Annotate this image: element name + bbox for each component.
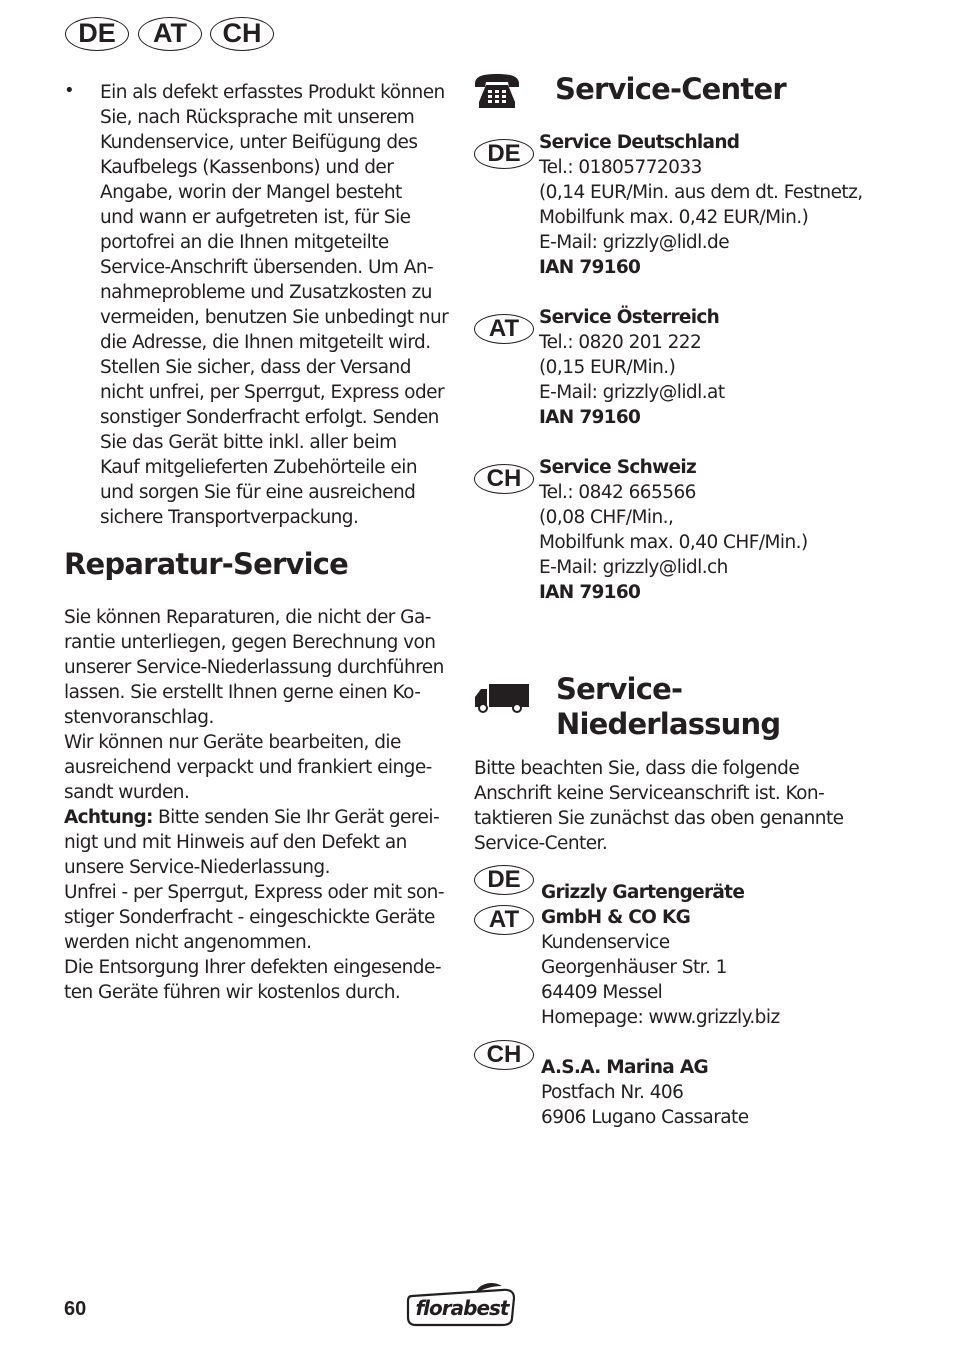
niederlassung-intro bbox=[474, 756, 844, 856]
bullet-line: sichere Transportverpackung. bbox=[100, 507, 359, 528]
address-de-at bbox=[541, 880, 780, 1030]
service-title: Service Schweiz bbox=[539, 457, 697, 478]
niederlassung-heading-2: Niederlassung bbox=[556, 707, 781, 741]
bullet-line: und wann er aufgetreten ist, für Sie bbox=[100, 207, 411, 228]
service-line: E-Mail: grizzly@lidl.de bbox=[539, 232, 730, 253]
address-line: Postfach Nr. 406 bbox=[541, 1082, 684, 1103]
header-badge-ch: CH bbox=[210, 17, 274, 51]
service-badge-at: AT bbox=[474, 314, 534, 344]
repair-line: Unfrei - per Sperrgut, Express oder mit son- bbox=[64, 882, 444, 903]
address-line: Georgenhäuser Str. 1 bbox=[541, 957, 727, 978]
niederlassung-heading-1: Service- bbox=[556, 672, 683, 706]
address-line: Homepage: www.grizzly.biz bbox=[541, 1007, 780, 1028]
repair-heading: Reparatur-Service bbox=[64, 547, 349, 581]
address-badge-at: AT bbox=[474, 905, 534, 935]
intro-line: Bitte beachten Sie, dass die folgende bbox=[474, 758, 800, 779]
bullet-symbol: • bbox=[64, 80, 75, 101]
repair-line: ausreichend verpackt und frankiert einge- bbox=[64, 757, 432, 778]
service-line: Tel.: 0842 665566 bbox=[539, 482, 696, 503]
bullet-line: die Adresse, die Ihnen mitgeteilt wird. bbox=[100, 332, 431, 353]
header-badge-at: AT bbox=[138, 17, 202, 51]
bullet-line: Stellen Sie sicher, dass der Versand bbox=[100, 357, 411, 378]
header-badge-de: DE bbox=[65, 17, 129, 51]
repair-line: unsere Service-Niederlassung. bbox=[64, 857, 330, 878]
address-line: 6906 Lugano Cassarate bbox=[541, 1107, 749, 1128]
repair-line: unserer Service-Niederlassung durchführen bbox=[64, 657, 444, 678]
bullet-line: portofrei an die Ihnen mitgeteilte bbox=[100, 232, 389, 253]
service-ian: IAN 79160 bbox=[539, 257, 641, 278]
service-line: (0,08 CHF/Min., bbox=[539, 507, 674, 528]
repair-line: lassen. Sie erstellt Ihnen gerne einen Ko- bbox=[64, 682, 421, 703]
repair-line: sandt wurden. bbox=[64, 782, 190, 803]
service-line: Tel.: 01805772033 bbox=[539, 157, 702, 178]
address-company-2: GmbH & CO KG bbox=[541, 907, 691, 928]
service-title: Service Österreich bbox=[539, 307, 720, 328]
repair-line: Die Entsorgung Ihrer defekten eingesende- bbox=[64, 957, 441, 978]
achtung-text: Bitte senden Sie Ihr Gerät gerei- bbox=[152, 807, 440, 828]
repair-line: stenvoranschlag. bbox=[64, 707, 214, 728]
bullet-line: Kaufbelegs (Kassenbons) und der bbox=[100, 157, 394, 178]
bullet-line: Service-Anschrift übersenden. Um An- bbox=[100, 257, 434, 278]
bullet-line: nahmeprobleme und Zusatzkosten zu bbox=[100, 282, 432, 303]
repair-line: stiger Sonderfracht - eingeschickte Geräte bbox=[64, 907, 435, 928]
service-line: (0,15 EUR/Min.) bbox=[539, 357, 676, 378]
bullet-line: nicht unfrei, per Sperrgut, Express oder bbox=[100, 382, 445, 403]
bullet-line: vermeiden, benutzen Sie unbedingt nur bbox=[100, 307, 449, 328]
bullet-line: Angabe, worin der Mangel besteht bbox=[100, 182, 402, 203]
address-badge-de: DE bbox=[474, 865, 534, 895]
intro-line: Service-Center. bbox=[474, 833, 608, 854]
page-number: 60 bbox=[64, 1298, 87, 1320]
service-line: Tel.: 0820 201 222 bbox=[539, 332, 702, 353]
repair-line: Sie können Reparaturen, die nicht der Ga- bbox=[64, 607, 431, 628]
address-line: 64409 Messel bbox=[541, 982, 663, 1003]
repair-line: ten Geräte führen wir kostenlos durch. bbox=[64, 982, 401, 1003]
service-line: Mobilfunk max. 0,40 CHF/Min.) bbox=[539, 532, 808, 553]
bullet-line: Kauf mitgelieferten Zubehörteile ein bbox=[100, 457, 418, 478]
repair-paragraph bbox=[64, 605, 444, 1005]
service-ian: IAN 79160 bbox=[539, 407, 641, 428]
repair-line: Wir können nur Geräte bearbeiten, die bbox=[64, 732, 401, 753]
service-badge-de: DE bbox=[474, 139, 534, 169]
florabest-logo: florabest bbox=[406, 1282, 516, 1328]
repair-line: rantie unterliegen, gegen Berechnung von bbox=[64, 632, 436, 653]
service-title: Service Deutschland bbox=[539, 132, 740, 153]
service-entry bbox=[539, 455, 808, 605]
bullet-paragraph bbox=[100, 80, 448, 530]
bullet-line: und sorgen Sie für eine ausreichend bbox=[100, 482, 416, 503]
bullet-line: sonstiger Sonderfracht erfolgt. Senden bbox=[100, 407, 439, 428]
service-center-heading: Service-Center bbox=[555, 72, 786, 106]
service-line: E-Mail: grizzly@lidl.ch bbox=[539, 557, 728, 578]
service-line: (0,14 EUR/Min. aus dem dt. Festnetz, bbox=[539, 182, 863, 203]
address-ch-company: A.S.A. Marina AG bbox=[541, 1057, 708, 1078]
address-company-1: Grizzly Gartengeräte bbox=[541, 882, 745, 903]
bullet-line: Sie das Gerät bitte inkl. aller beim bbox=[100, 432, 397, 453]
bullet-line: Ein als defekt erfasstes Produkt können bbox=[100, 82, 445, 103]
service-entry bbox=[539, 305, 725, 430]
achtung-label: Achtung: bbox=[64, 807, 153, 828]
address-line: Kundenservice bbox=[541, 932, 670, 953]
bullet-line: Kundenservice, unter Beifügung des bbox=[100, 132, 418, 153]
address-badge-ch: CH bbox=[474, 1040, 534, 1070]
service-line: Mobilfunk max. 0,42 EUR/Min.) bbox=[539, 207, 809, 228]
telephone-icon bbox=[473, 72, 521, 110]
service-entry bbox=[539, 130, 863, 280]
repair-line: werden nicht angenommen. bbox=[64, 932, 312, 953]
repair-line: nigt und mit Hinweis auf den Defekt an bbox=[64, 832, 407, 853]
service-ian: IAN 79160 bbox=[539, 582, 641, 603]
intro-line: Anschrift keine Serviceanschrift ist. Kon- bbox=[474, 783, 825, 804]
service-line: E-Mail: grizzly@lidl.at bbox=[539, 382, 725, 403]
truck-icon bbox=[473, 683, 531, 713]
service-badge-ch: CH bbox=[474, 464, 534, 494]
address-ch bbox=[541, 1055, 749, 1130]
intro-line: taktieren Sie zunächst das oben genannte bbox=[474, 808, 844, 829]
bullet-line: Sie, nach Rücksprache mit unserem bbox=[100, 107, 415, 128]
